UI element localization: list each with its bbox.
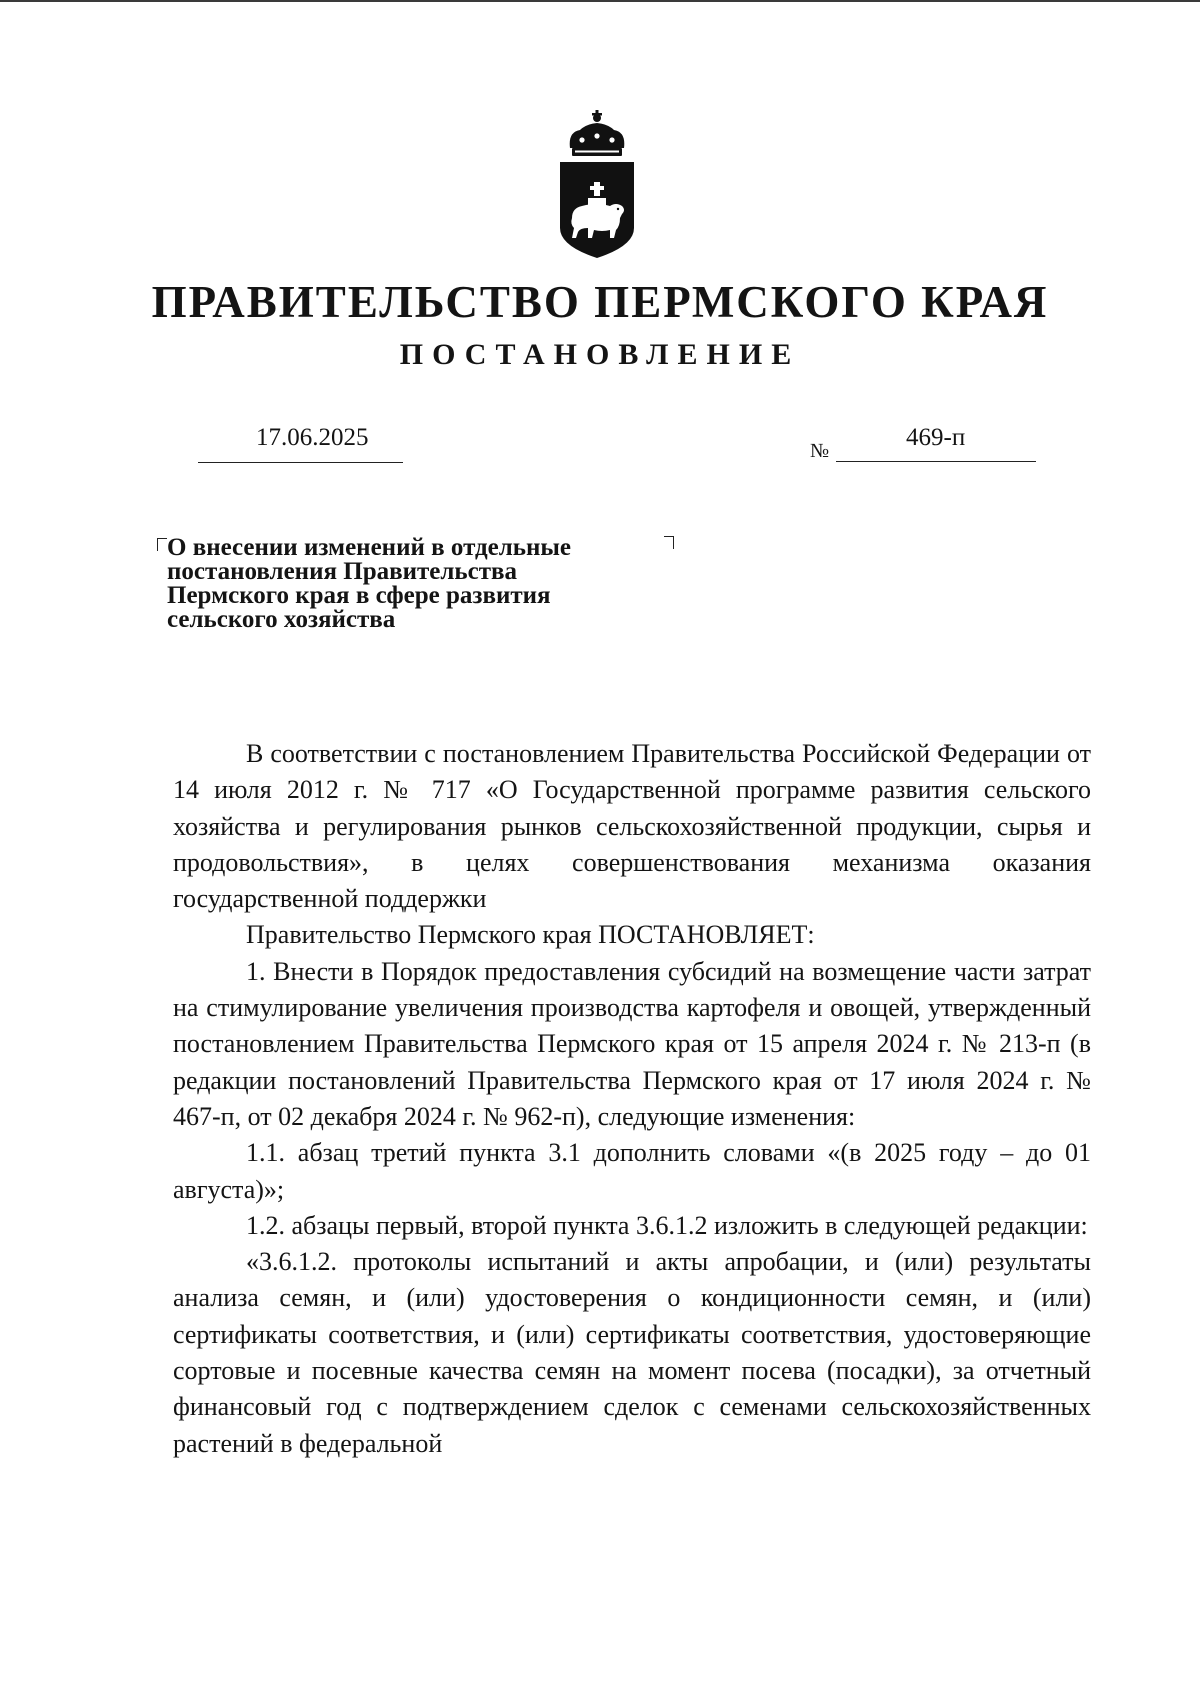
subject-corner-left [157, 538, 167, 551]
document-date: 17.06.2025 [256, 424, 369, 451]
document-kind-title: ПОСТАНОВЛЕНИЕ [399, 338, 801, 371]
subject-line: О внесении изменений в отдельные [167, 534, 572, 561]
number-sign: № [810, 440, 830, 462]
document-subject [167, 536, 687, 632]
body-paragraph-item-1: 1. Внести в Порядок предоставления субсидий на возмещение части затрат на стимулирование увеличения производства картофеля и овощей, утвержденный постановлением Правительства Пермского края от 15 апреля 2024 г. № 213-п (в редакции постановлений Правительства Пермского края от 17 июля 2024 г. № 467-п, от 02 декабря 2024 г. № 962-п), следующие изменения: [173, 956, 1091, 1131]
date-underline [198, 462, 403, 463]
subject-line: Пермского края в сфере развития [167, 582, 551, 609]
body-paragraph-item-1-1: 1.1. абзац третий пункта 3.1 дополнить словами «(в 2025 году – до 01 августа)»; [173, 1138, 1091, 1204]
document-body [173, 736, 1091, 1462]
body-paragraph-item-3-6-1-2: «3.6.1.2. протоколы испытаний и акты апробации, и (или) результаты анализа семян, и (или) удостоверения о кондиционности семян, и (или) сертификаты соответствия, и (или) сертификаты соответствия, удостоверяющие сортовые и посевные качества семян на момент посева (посадки), за отчетный финансовый год с подтверждением сделок с семенами сельскохозяйственных растений в федеральной [173, 1247, 1091, 1458]
body-paragraph-resolves: Правительство Пермского края ПОСТАНОВЛЯЕТ: [246, 920, 815, 950]
body-paragraph-item-1-2: 1.2. абзацы первый, второй пункта 3.6.1.2 изложить в следующей редакции: [246, 1210, 1088, 1240]
subject-line: постановления Правительства [167, 558, 517, 585]
body-paragraph-preamble: В соответствии с постановлением Правительства Российской Федерации от 14 июля 2012 г. № 717 «О Государственной программе развития сельского хозяйства и регулирования рынков сельскохозяйственной продукции, сырья и продовольствия», в целях совершенствования механизма оказания государственной поддержки [173, 739, 1091, 914]
scan-top-edge [0, 0, 1200, 2]
organization-title: ПРАВИТЕЛЬСТВО ПЕРМСКОГО КРАЯ [151, 277, 1049, 327]
number-underline [836, 461, 1036, 462]
subject-line: сельского хозяйства [167, 606, 396, 633]
coat-of-arms-icon [550, 110, 644, 260]
document-number: 469-п [906, 424, 966, 451]
